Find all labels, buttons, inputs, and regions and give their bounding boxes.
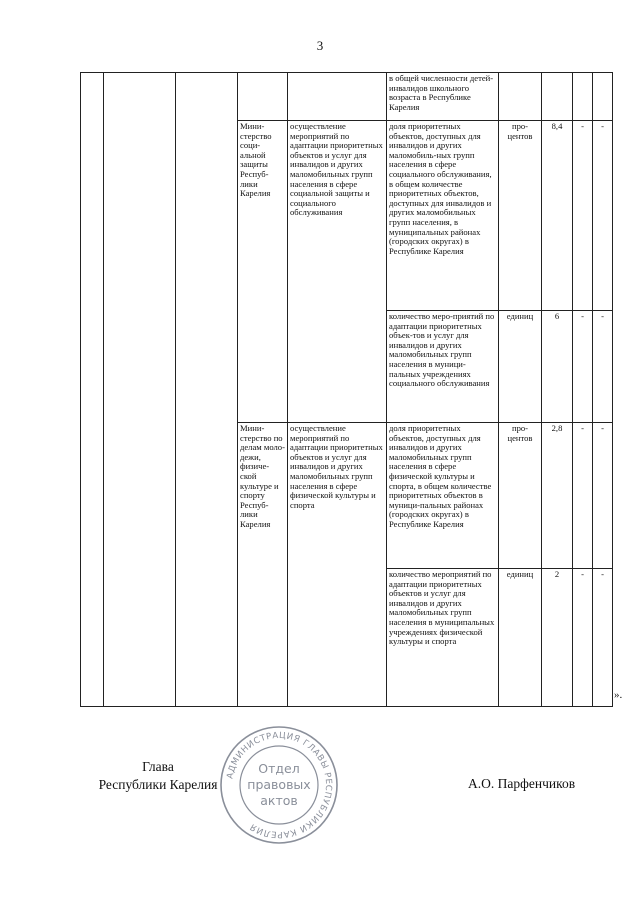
value-cell: - [573, 423, 593, 569]
signatory-name: А.О. Парфенчиков [468, 776, 576, 791]
indicator-cell: в общей численности детей-инвалидов школьного возраста в Республике Карелия [387, 73, 499, 121]
signatory-title: Глава Республики Карелия [98, 759, 218, 792]
value-cell: 6 [542, 311, 573, 423]
stamp-line-3: актов [260, 793, 298, 808]
value-cell [573, 73, 593, 121]
value-cell: - [593, 423, 613, 569]
ministry-cell: Мини-стерство соци-альной защиты Респуб-лики Карелия [238, 121, 288, 423]
unit-cell: про-центов [499, 121, 542, 311]
ministry-cell [238, 73, 288, 121]
value-cell: - [593, 311, 613, 423]
value-cell: 2 [542, 569, 573, 707]
value-cell: - [593, 121, 613, 311]
value-cell: - [573, 311, 593, 423]
ministry-cell: Мини-стерство по делам моло-дежи, физиче-ской культуре и спорту Респуб-лики Карелия [238, 423, 288, 707]
value-cell [542, 73, 573, 121]
table-row [81, 73, 613, 121]
value-cell: - [573, 569, 593, 707]
indicator-cell: количество меро-приятий по адаптации приоритетных объек-тов и услуг для инвалидов и других маломобильных групп населения в муници-пальных учреждениях социального обслуживания [387, 311, 499, 423]
value-cell [593, 73, 613, 121]
action-cell [288, 73, 387, 121]
indicator-cell: доля приоритетных объектов, доступных для инвалидов и других маломобильных групп населения в сфере физической культуры и спорта, в общем количестве приоритетных объектов в муници-пальных районах (городских округах) в Республике Карелия [387, 423, 499, 569]
col-number-cell [81, 73, 104, 707]
unit-cell: единиц [499, 569, 542, 707]
indicator-cell: доля приоритетных объектов, доступных для инвалидов и других маломобиль-ных групп населения в сфере социального обслуживания, в общем количестве приоритетных объектов, доступных для инвалидов и других маломобильных групп населения, в муниципальных районах (городских округах) в Республике Карелия [387, 121, 499, 311]
action-cell: осуществление мероприятий по адаптации приоритетных объектов и услуг для инвалидов и других маломобильных групп населения в сфере социальной защиты и социального обслуживания [288, 121, 387, 423]
col-subprogram-cell [176, 73, 238, 707]
value-cell: 8,4 [542, 121, 573, 311]
unit-cell: про-центов [499, 423, 542, 569]
value-cell: - [573, 121, 593, 311]
value-cell: 2,8 [542, 423, 573, 569]
action-cell: осуществление мероприятий по адаптации приоритетных объектов и услуг для инвалидов и других маломобильных групп населения в сфере физической культуры и спорта [288, 423, 387, 707]
page-number: 3 [316, 38, 324, 53]
stamp-ring-textpath: АДМИНИСТРАЦИЯ ГЛАВЫ РЕСПУБЛИКИ КАРЕЛИЯ [225, 730, 334, 840]
official-stamp [218, 724, 340, 846]
unit-cell: единиц [499, 311, 542, 423]
unit-cell [499, 73, 542, 121]
col-program-cell [104, 73, 176, 707]
stamp-line-2: правовых [247, 777, 311, 792]
program-table [80, 72, 613, 707]
value-cell: - [593, 569, 613, 707]
indicator-cell: количество мероприятий по адаптации приоритетных объектов и услуг для инвалидов и других маломобильных групп населения в муниципальных учреждениях физической культуры и спорта [387, 569, 499, 707]
closing-quote: ». [614, 689, 623, 701]
stamp-line-1: Отдел [258, 761, 300, 776]
